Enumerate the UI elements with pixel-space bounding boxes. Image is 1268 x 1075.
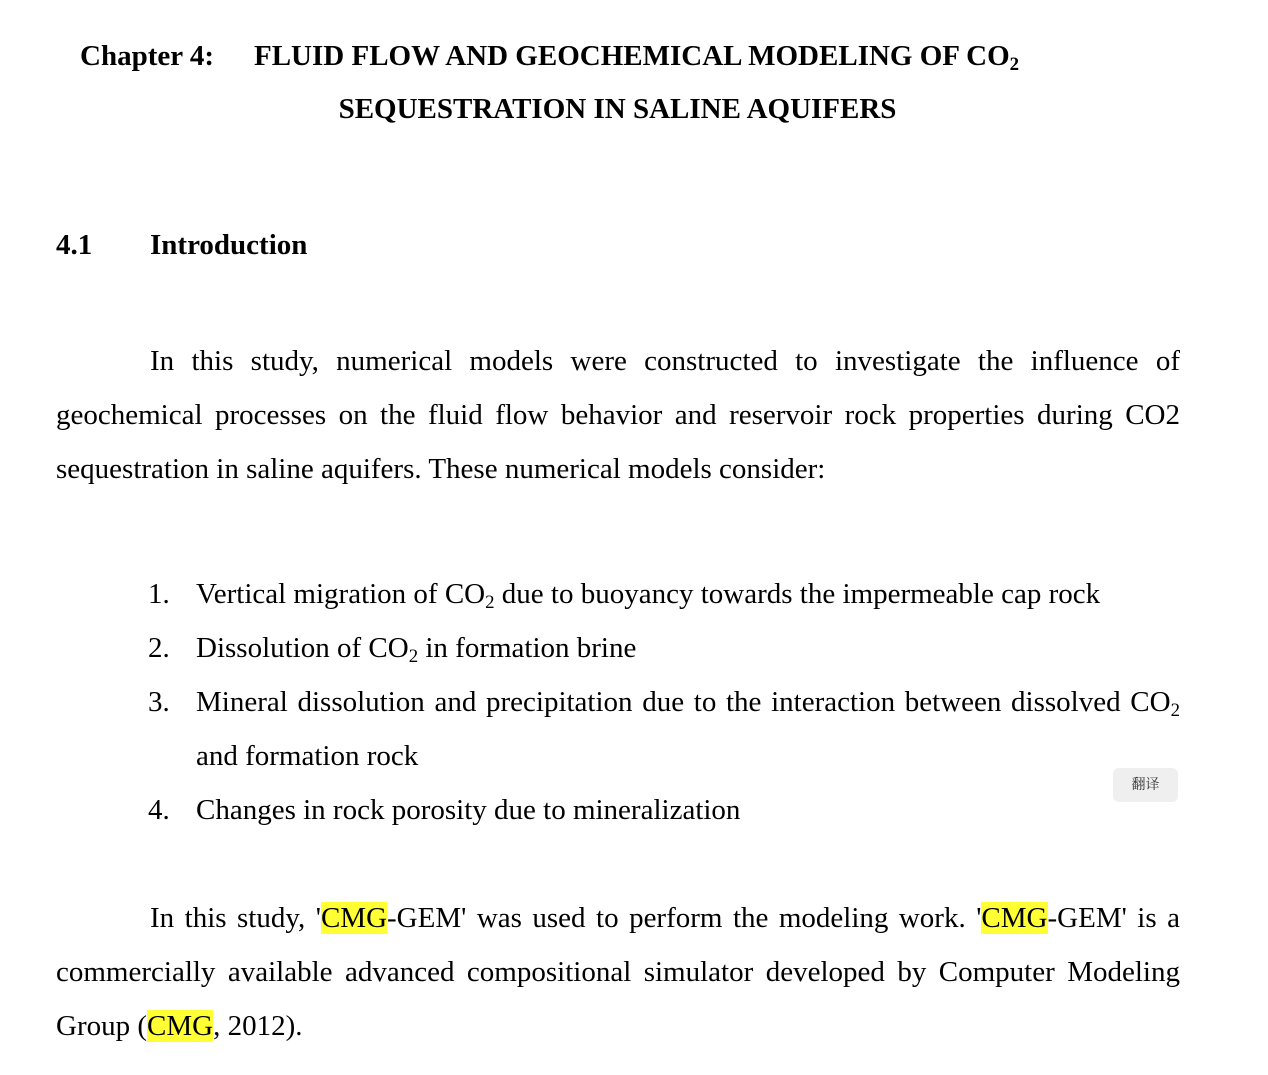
cmg-paragraph: In this study, 'CMG-GEM' was used to perform the modeling work. 'CMG-GEM' is a commercially available advanced compositional simulator developed by Computer Modeling Group (CMG, 2012). (56, 902, 1180, 1042)
considerations-list (148, 567, 1180, 837)
list-item: 4. Changes in rock porosity due to mineralization (148, 783, 1180, 837)
search-highlight: CMG (981, 902, 1048, 934)
chapter-title (80, 30, 1180, 136)
search-highlight: CMG (320, 902, 388, 934)
chapter-label: Chapter 4: (80, 40, 214, 72)
list-marker: 3. (148, 686, 170, 718)
list-marker: 2. (148, 632, 170, 664)
list-item: 1. Vertical migration of $CO_2$ due to buoyancy towards the impermeable cap rock (148, 567, 1180, 621)
chapter-title-line2: SEQUESTRATION IN SALINE AQUIFERS (338, 93, 897, 125)
section-heading (56, 225, 307, 265)
section-title: Introduction (150, 229, 308, 261)
section-number: 4.1 (56, 229, 93, 261)
chapter-title-line1: FLUID FLOW AND GEOCHEMICAL MODELING OF $CO_2$ (254, 40, 1020, 76)
list-item: 2. Dissolution of $CO_2$ in formation brine (148, 621, 1180, 675)
list-marker: 4. (148, 794, 170, 826)
list-marker: 1. (148, 578, 170, 610)
intro-paragraph: In this study, numerical models were constructed to investigate the influence of geochemical processes on the fluid flow behavior and reservoir rock properties during CO2 sequestration in saline aquifers. These numerical models consider: (56, 345, 1180, 485)
search-highlight: CMG (147, 1010, 214, 1042)
translate-button[interactable]: 翻译 (1113, 768, 1178, 802)
list-item: 3. Mineral dissolution and precipitation due to the interaction between dissolved $CO_2$ and formation rock (148, 675, 1180, 783)
